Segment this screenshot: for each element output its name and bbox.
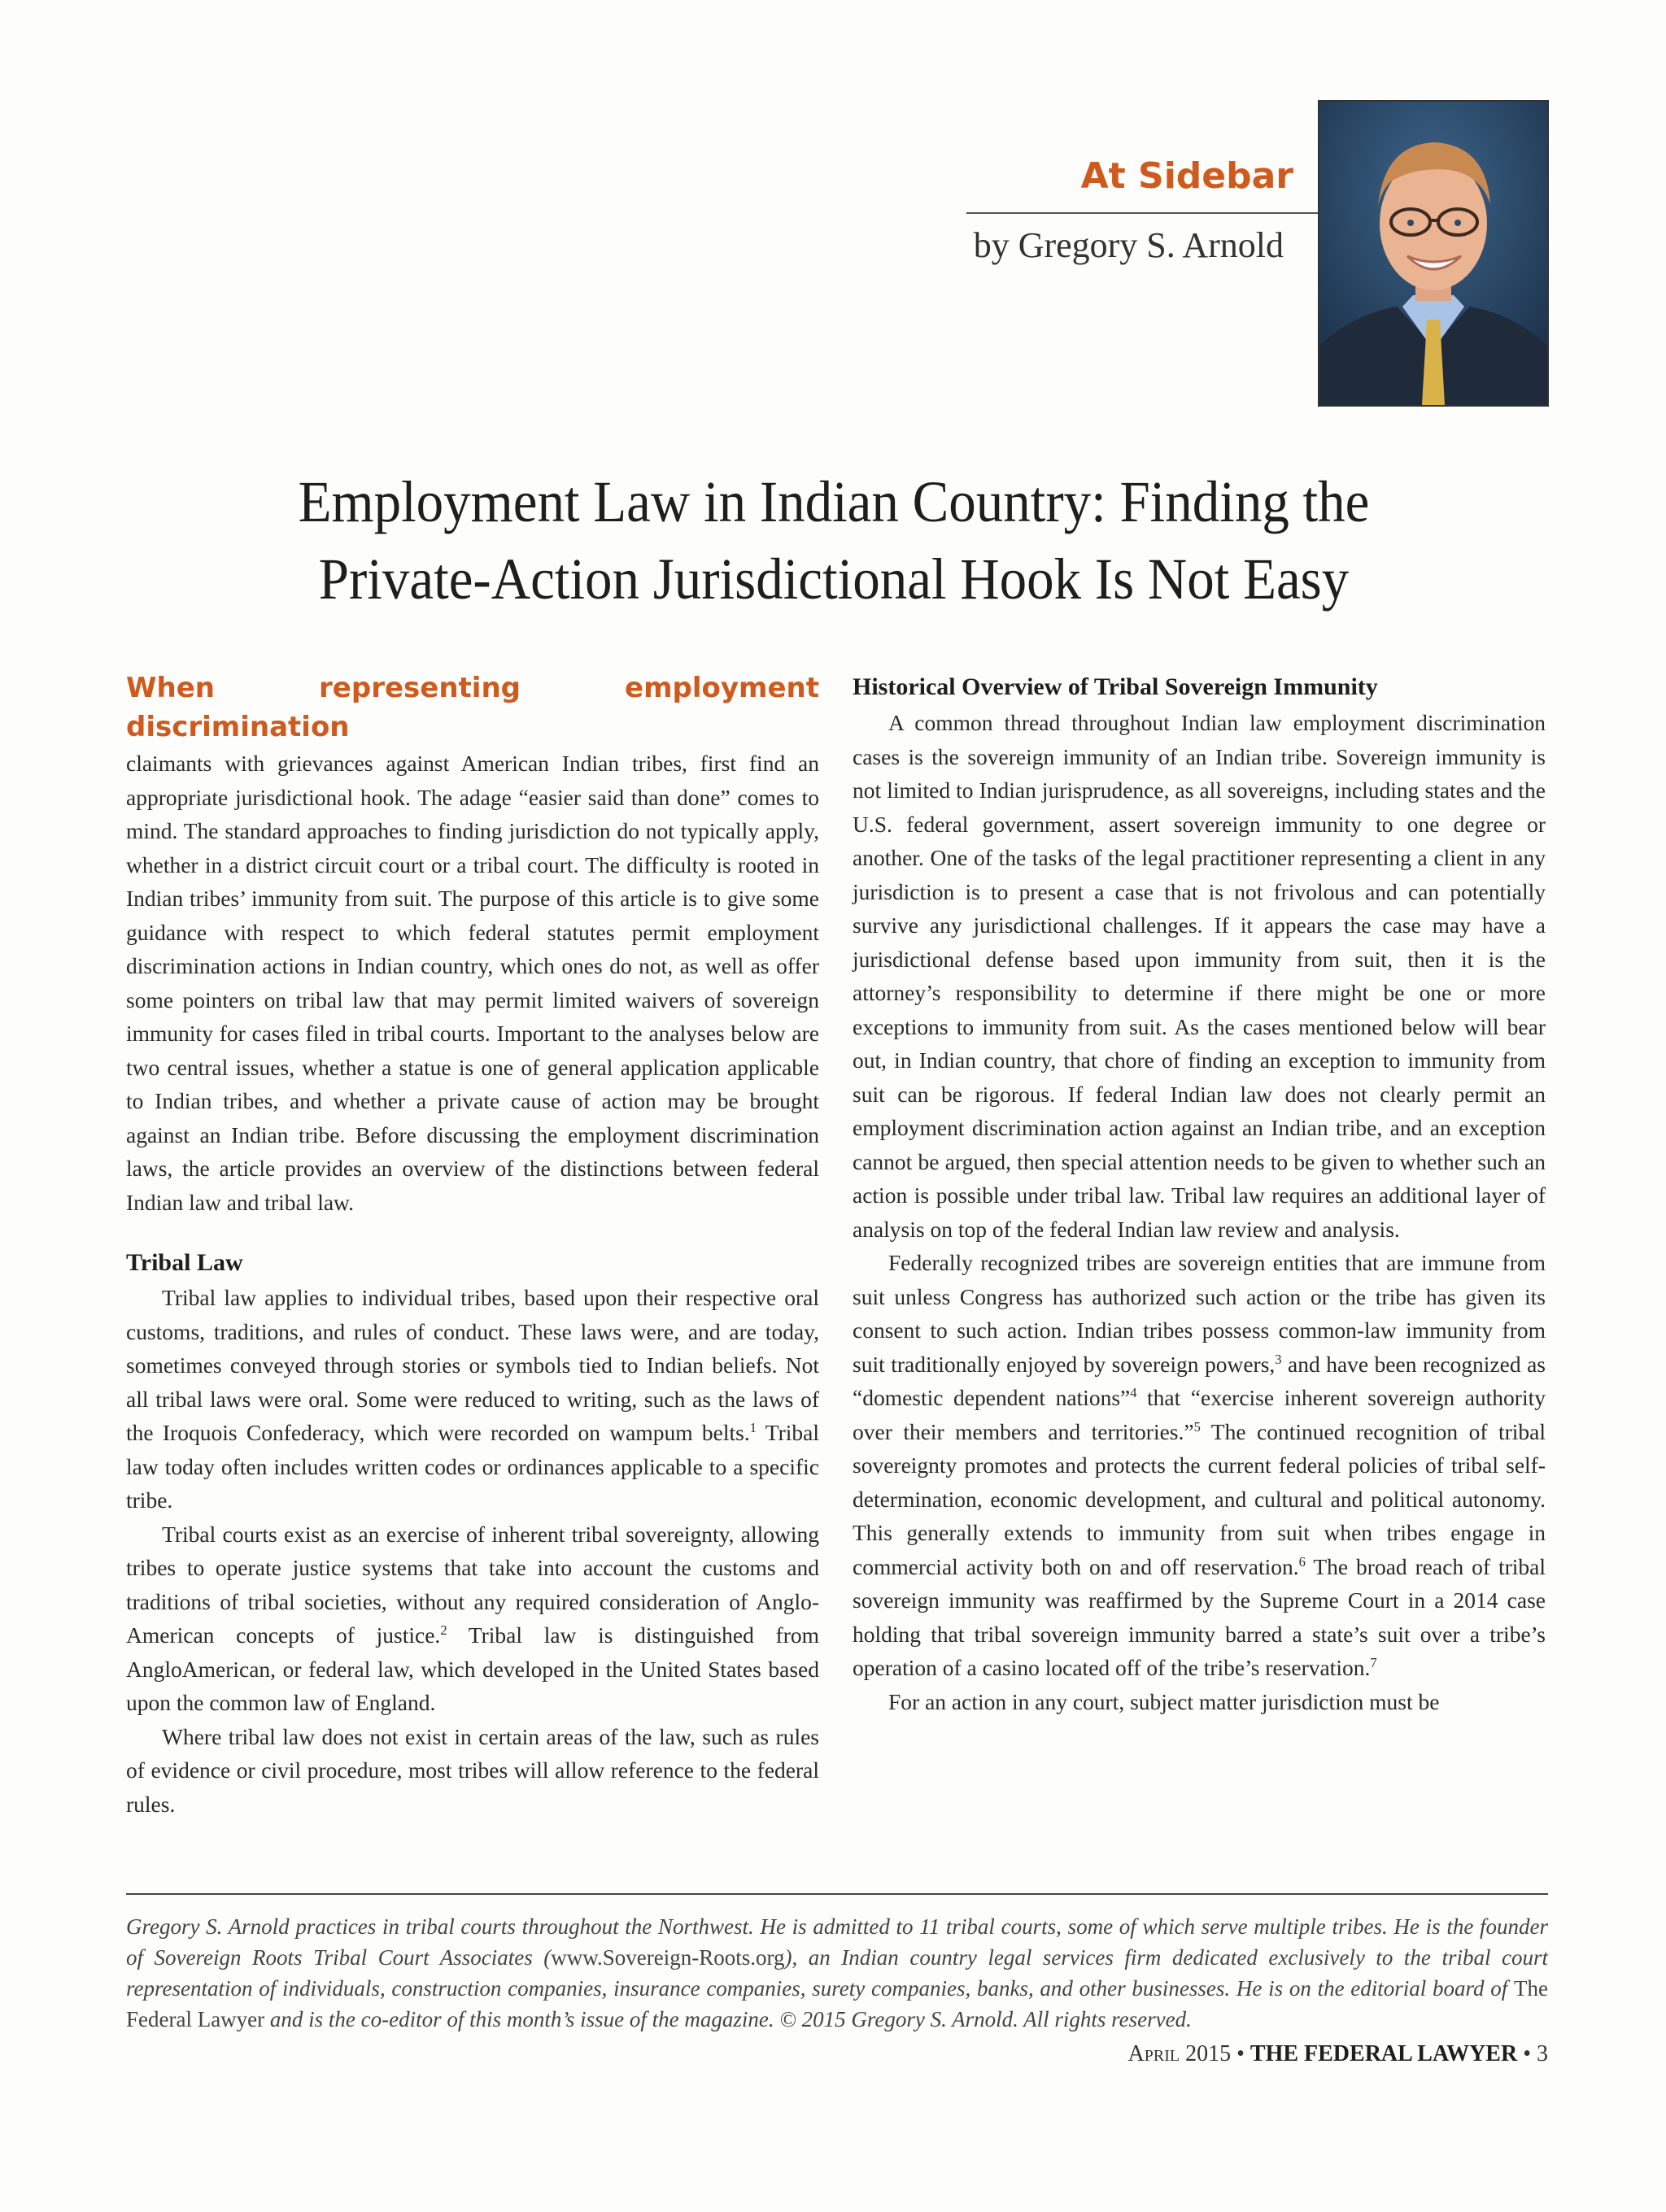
footer-rule [126, 1893, 1548, 1895]
body-paragraph: For an action in any court, subject matter jurisdiction must be [888, 1688, 1440, 1714]
footnote-ref: 4 [1130, 1384, 1137, 1400]
page-number: 3 [1537, 2041, 1548, 2066]
folio-separator: • [1236, 2041, 1245, 2066]
footnote-ref: 3 [1275, 1351, 1282, 1367]
column-kicker: At Sidebar [1080, 155, 1293, 197]
footnote-ref: 6 [1298, 1553, 1306, 1570]
left-column [126, 668, 819, 1821]
byline: by Gregory S. Arnold [973, 225, 1284, 265]
body-paragraph: Where tribal law does not exist in certain areas of the law, such as rules of evidence or civil procedure, most tribes will allow reference to the federal rules. [126, 1723, 819, 1817]
author-bio: Gregory S. Arnold practices in tribal courts throughout the Northwest. He is admitted to 11 tribal courts, some of which serve multiple tribes. He is the founder of Sovereign Roots Tribal Court Associates (www.Sovereign-Roots.org), an Indian country legal services firm dedicated exclusively to the tribal court representation of individuals, construction companies, insurance companies, surety companies, banks, and other businesses. He is on the editorial board of The Federal Lawyer and is the co-editor of this month’s issue of the magazine. © 2015 Gregory S. Arnold. All rights reserved. [126, 1914, 1548, 2031]
intro-paragraph: claimants with grievances against American Indian tribes, first find an appropriate jurisdictional hook. The adage “easier said than done” comes to mind. The standard approaches to finding jurisdiction do not typically apply, whether in a district circuit court or a tribal court. The difficulty is rooted in Indian tribes’ immunity from suit. The purpose of this article is to give some guidance with respect to which federal statutes permit employment discrimination actions in Indian country, which ones do not, as well as offer some pointers on tribal law that may permit limited waivers of sovereign immunity for cases filed in tribal courts. Important to the analyses below are two central issues, whether a statue is one of general application applicable to Indian tribes, and whether a private cause of action may be brought against an Indian tribe. Before discussing the employment discrimination laws, the article provides an overview of the distinctions between federal Indian law and tribal law. [126, 751, 819, 1215]
body-paragraph: Federally recognized tribes are sovereign entities that are immune from suit unless Congress has authorized such action or the tribe has given its consent to such action. Indian tribes possess common-law immunity from suit traditionally enjoyed by sovereign powers,$^3$ and have been recognized as “domestic dependent nations”$^4$ that “exercise inherent sovereign authority over their members and territories.”$^5$ The continued recognition of tribal sovereignty promotes and protects the current federal policies of tribal self-determination, economic development, and cultural and political autonomy. This generally extends to immunity from suit when tribes engage in commercial activity both on and off reservation.$^6$ The broad reach of tribal sovereign immunity was reaffirmed by the Supreme Court in a 2014 case holding that tribal sovereign immunity barred a state’s suit over a tribe’s operation of a casino located off of the tribe’s reservation.$^7$ [853, 1250, 1546, 1680]
author-photo [1318, 100, 1549, 407]
folio-month: April [1127, 2041, 1180, 2066]
footnote-ref: 2 [440, 1622, 447, 1638]
folio-year: 2015 [1185, 2041, 1232, 2066]
footnote-ref: 7 [1370, 1654, 1377, 1670]
folio-separator: • [1523, 2041, 1531, 2066]
folio-magazine-name: THE FEDERAL LAWYER [1250, 2041, 1518, 2066]
article-headline [180, 464, 1489, 618]
body-paragraph: Tribal law applies to individual tribes, based upon their respective oral customs, traditions, and rules of conduct. These laws were, and are today, sometimes conveyed through stories or symbols tied to Indian beliefs. Not all tribal laws were oral. Some were reduced to writing, such as the laws of the Iroquois Confederacy, which were recorded on wampum belts.$^1$ Tribal law today often includes written codes or ordinances applicable to a specific tribe. [126, 1285, 819, 1513]
lead-in: When representing employment discrimination [126, 672, 819, 743]
body-paragraph: A common thread throughout Indian law employment discrimination cases is the sovereign immunity of an Indian tribe. Sovereign immunity is not limited to Indian jurisprudence, as all sovereigns, including states and the U.S. federal government, assert sovereign immunity to one degree or another. One of the tasks of the legal practitioner representing a client in any jurisdiction is to present a case that is not frivolous and can potentially survive any jurisdictional challenges. If it appears the case may have a jurisdictional defense based upon immunity from suit, then it is the attorney’s responsibility to determine if there might be one or more exceptions to immunity from suit. As the cases mentioned below will bear out, in Indian country, that chore of finding an exception to immunity from suit can be rigorous. If federal Indian law does not clearly permit an employment discrimination action against an Indian tribe, and an exception cannot be argued, then special attention needs to be given to whether such an action is possible under tribal law. Tribal law requires an additional layer of analysis on top of the federal Indian law review and analysis. [853, 710, 1546, 1242]
bio-magazine-name: The Federal Lawyer [126, 1976, 1548, 2031]
headline-line-1: Employment Law in Indian Country: Finding the [298, 469, 1370, 534]
bio-website-link[interactable]: www.Sovereign-Roots.org [551, 1945, 785, 1970]
author-portrait-image [1319, 102, 1547, 405]
footnote-ref: 1 [749, 1419, 757, 1435]
subhead-historical-overview: Historical Overview of Tribal Sovereign Immunity [853, 673, 1378, 700]
footnote-ref: 5 [1193, 1418, 1201, 1435]
page-folio [1128, 2041, 1548, 2067]
headline-line-2: Private-Action Jurisdictional Hook Is Not Easy [318, 546, 1350, 612]
right-column [853, 668, 1546, 1718]
subhead-tribal-law: Tribal Law [126, 1249, 243, 1276]
body-paragraph: Tribal courts exist as an exercise of inherent tribal sovereignty, allowing tribes to operate justice systems that take into account the customs and traditions of tribal societies, without any required consideration of Anglo-American concepts of justice.$^2$ Tribal law is distinguished from AngloAmerican, or federal law, which developed in the United States based upon the common law of England. [126, 1521, 819, 1715]
header-rule [966, 212, 1318, 214]
